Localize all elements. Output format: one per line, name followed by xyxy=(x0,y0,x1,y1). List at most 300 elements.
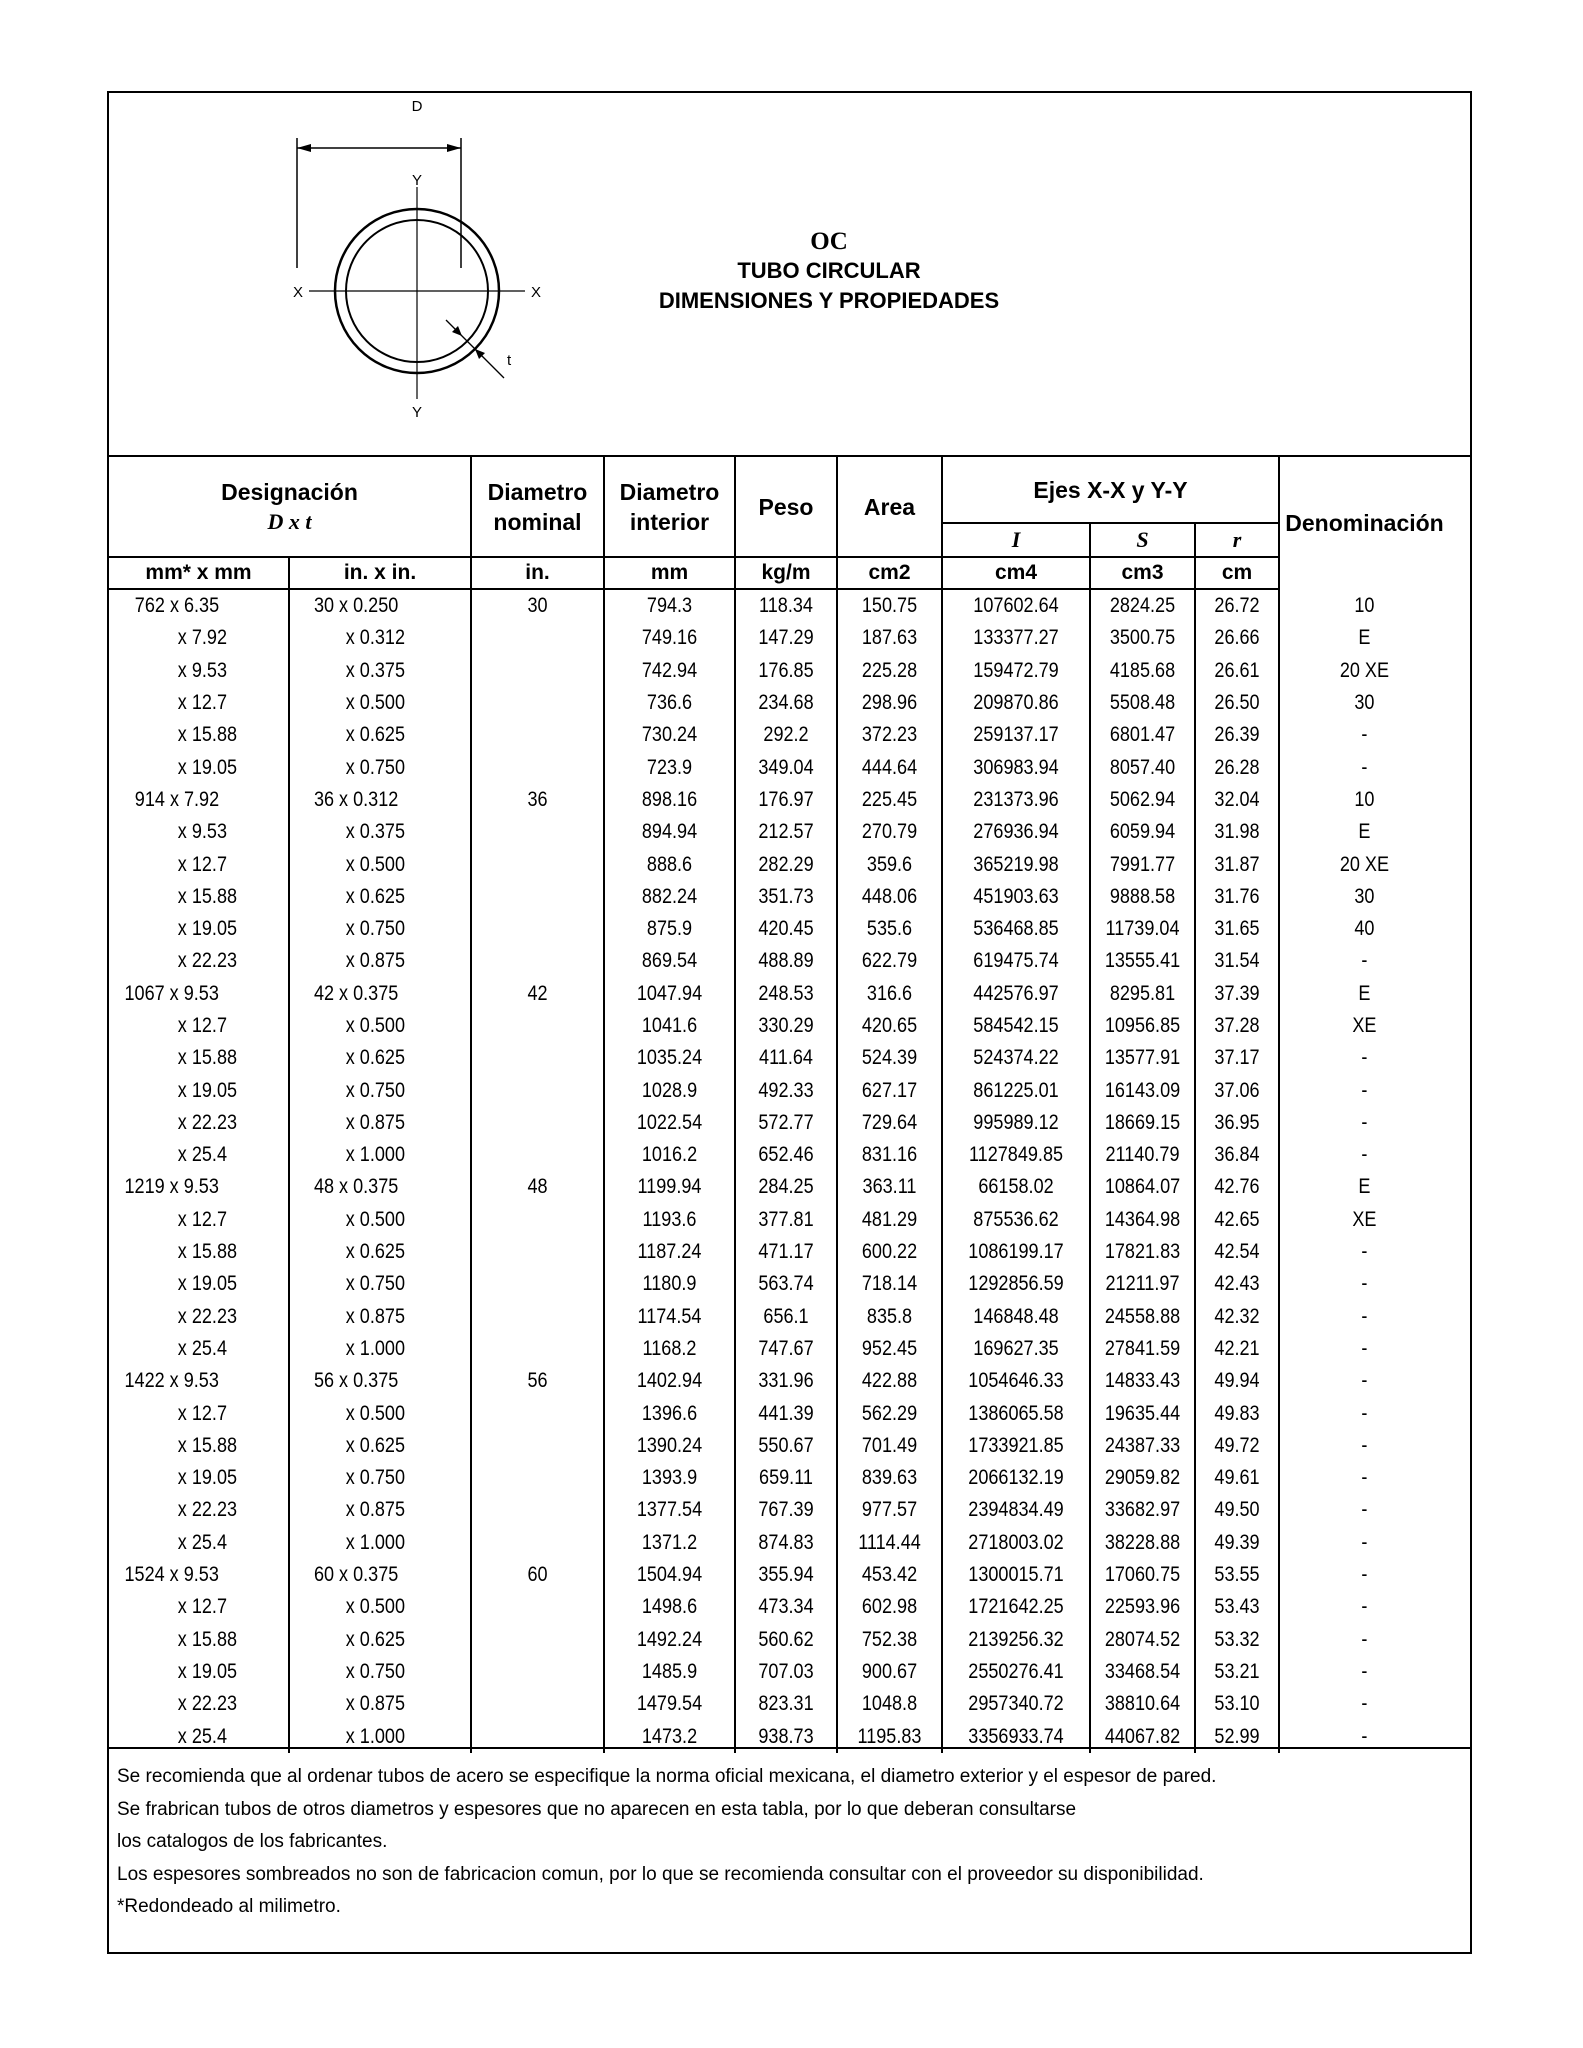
cell-denominacion: 20 XE xyxy=(1291,655,1437,687)
cell-designacion-in: x 0.625 xyxy=(289,1236,446,1268)
cell-modulus-s: 29059.82 xyxy=(1097,1462,1187,1494)
cell-diametro-nominal xyxy=(480,1494,594,1526)
cell-peso: 355.94 xyxy=(742,1559,830,1591)
cell-diametro-interior: 1180.9 xyxy=(613,1268,726,1300)
table-row xyxy=(109,719,1449,751)
cell-radius-r: 42.54 xyxy=(1201,1236,1273,1268)
cell-diametro-interior: 1393.9 xyxy=(613,1462,726,1494)
cell-modulus-s: 27841.59 xyxy=(1097,1333,1187,1365)
cell-moment-i: 524374.22 xyxy=(952,1042,1079,1074)
table-row xyxy=(109,1527,1449,1559)
cell-designacion-in: x 0.875 xyxy=(289,945,446,977)
cell-designacion-in: x 1.000 xyxy=(289,1720,446,1752)
cell-modulus-s: 19635.44 xyxy=(1097,1397,1187,1429)
cell-diametro-nominal xyxy=(480,751,594,783)
table-row xyxy=(109,1462,1449,1494)
cell-modulus-s: 38810.64 xyxy=(1097,1688,1187,1720)
cell-diametro-interior: 1377.54 xyxy=(613,1494,726,1526)
cell-diametro-interior: 742.94 xyxy=(613,655,726,687)
cell-area: 1195.83 xyxy=(844,1720,934,1752)
table-row xyxy=(109,816,1449,848)
table-row xyxy=(109,1333,1449,1365)
table-row xyxy=(109,1204,1449,1236)
table-row xyxy=(109,1268,1449,1300)
cell-designacion-mm: x 15.88 xyxy=(177,1627,238,1651)
cell-denominacion: - xyxy=(1291,1656,1437,1688)
cell-peso: 377.81 xyxy=(742,1204,830,1236)
cell-designacion-in: 60 x 0.375 xyxy=(289,1559,446,1591)
cell-modulus-s: 33682.97 xyxy=(1097,1494,1187,1526)
cell-diametro-interior: 1047.94 xyxy=(613,978,726,1010)
table-row xyxy=(109,1494,1449,1526)
tube-cross-section-diagram xyxy=(169,93,569,453)
cell-designacion-in: x 0.625 xyxy=(289,1430,446,1462)
table-row xyxy=(109,1430,1449,1462)
cell-denominacion: - xyxy=(1291,1624,1437,1656)
cell-peso: 471.17 xyxy=(742,1236,830,1268)
cell-radius-r: 37.39 xyxy=(1201,978,1273,1010)
cell-modulus-s: 14833.43 xyxy=(1097,1365,1187,1397)
cell-denominacion: E xyxy=(1291,1171,1437,1203)
table-row xyxy=(109,1107,1449,1139)
cell-designacion-in: 48 x 0.375 xyxy=(289,1171,446,1203)
cell-designacion-in: x 0.500 xyxy=(289,1204,446,1236)
cell-area: 752.38 xyxy=(844,1624,934,1656)
cell-radius-r: 26.28 xyxy=(1201,751,1273,783)
cell-denominacion: - xyxy=(1291,1720,1437,1752)
cell-moment-i: 861225.01 xyxy=(952,1074,1079,1106)
cell-diametro-interior: 1396.6 xyxy=(613,1397,726,1429)
table-row xyxy=(109,978,1449,1010)
cell-area: 150.75 xyxy=(844,589,934,622)
cell-denominacion: - xyxy=(1291,1042,1437,1074)
cell-diametro-interior: 794.3 xyxy=(613,589,726,622)
cell-diametro-nominal xyxy=(480,945,594,977)
cell-designacion-in: x 0.625 xyxy=(289,881,446,913)
cell-moment-i: 1292856.59 xyxy=(952,1268,1079,1300)
cell-peso: 331.96 xyxy=(742,1365,830,1397)
cell-area: 718.14 xyxy=(844,1268,934,1300)
cell-peso: 707.03 xyxy=(742,1656,830,1688)
cell-peso: 351.73 xyxy=(742,881,830,913)
cell-diametro-interior: 882.24 xyxy=(613,881,726,913)
cell-area: 225.28 xyxy=(844,655,934,687)
cell-radius-r: 31.98 xyxy=(1201,816,1273,848)
cell-designacion-in: x 1.000 xyxy=(289,1527,446,1559)
cell-designacion-mm: x 12.7 xyxy=(177,1014,228,1037)
cell-peso: 767.39 xyxy=(742,1494,830,1526)
header-diametro-nominal-2: nominal xyxy=(493,508,582,535)
cell-radius-r: 26.72 xyxy=(1201,589,1273,622)
cell-diametro-interior: 1504.94 xyxy=(613,1559,726,1591)
cell-peso: 652.46 xyxy=(742,1139,830,1171)
table-body xyxy=(109,589,1449,1753)
cell-moment-i: 2139256.32 xyxy=(952,1624,1079,1656)
cell-moment-i: 259137.17 xyxy=(952,719,1079,751)
cell-moment-i: 451903.63 xyxy=(952,881,1079,913)
cell-denominacion: - xyxy=(1291,1559,1437,1591)
cell-designacion-mm: x 19.05 xyxy=(177,917,238,941)
cell-diametro-interior: 1174.54 xyxy=(613,1301,726,1333)
cell-moment-i: 133377.27 xyxy=(952,622,1079,654)
title-line-2: DIMENSIONES Y PROPIEDADES xyxy=(658,288,1000,313)
cell-diametro-nominal xyxy=(480,622,594,654)
cell-designacion-mm: 1067 x 9.53 xyxy=(124,981,219,1005)
cell-area: 444.64 xyxy=(844,751,934,783)
cell-diametro-interior: 1402.94 xyxy=(613,1365,726,1397)
cell-diametro-nominal xyxy=(480,1624,594,1656)
cell-area: 1048.8 xyxy=(844,1688,934,1720)
title-code: OC xyxy=(810,228,848,255)
header-diametro-nominal-1: Diametro xyxy=(487,478,588,505)
cell-denominacion: 20 XE xyxy=(1291,848,1437,880)
cell-diametro-interior: 1193.6 xyxy=(613,1204,726,1236)
cell-radius-r: 31.54 xyxy=(1201,945,1273,977)
cell-denominacion: 30 xyxy=(1291,687,1437,719)
header-area: Area xyxy=(837,457,942,557)
cell-peso: 118.34 xyxy=(742,589,830,622)
cell-modulus-s: 11739.04 xyxy=(1097,913,1187,945)
cell-peso: 550.67 xyxy=(742,1430,830,1462)
cell-designacion-mm: x 12.7 xyxy=(177,1401,228,1425)
cell-designacion-mm: 762 x 6.35 xyxy=(134,594,220,618)
cell-designacion-mm: x 19.05 xyxy=(177,1272,238,1296)
cell-moment-i: 875536.62 xyxy=(952,1204,1079,1236)
header-dxt: D x t xyxy=(267,508,312,534)
cell-diametro-interior: 1498.6 xyxy=(613,1591,726,1623)
cell-diametro-interior: 1187.24 xyxy=(613,1236,726,1268)
cell-modulus-s: 3500.75 xyxy=(1097,622,1187,654)
cell-diametro-nominal xyxy=(480,1688,594,1720)
cell-diametro-nominal xyxy=(480,913,594,945)
cell-diametro-nominal: 48 xyxy=(480,1171,594,1203)
cell-peso: 330.29 xyxy=(742,1010,830,1042)
cell-diametro-interior: 888.6 xyxy=(613,848,726,880)
cell-designacion-mm: x 19.05 xyxy=(177,1078,238,1102)
cell-designacion-in: x 0.312 xyxy=(289,622,446,654)
cell-moment-i: 619475.74 xyxy=(952,945,1079,977)
cell-area: 225.45 xyxy=(844,784,934,816)
cell-designacion-mm: x 25.4 xyxy=(177,1724,228,1748)
cell-peso: 212.57 xyxy=(742,816,830,848)
cell-diametro-nominal xyxy=(480,1042,594,1074)
cell-diametro-nominal xyxy=(480,687,594,719)
cell-radius-r: 49.50 xyxy=(1201,1494,1273,1526)
cell-area: 729.64 xyxy=(844,1107,934,1139)
table-row xyxy=(109,1042,1449,1074)
cell-moment-i: 2066132.19 xyxy=(952,1462,1079,1494)
cell-moment-i: 995989.12 xyxy=(952,1107,1079,1139)
cell-denominacion: - xyxy=(1291,751,1437,783)
cell-radius-r: 26.50 xyxy=(1201,687,1273,719)
header-diametro-interior-1: Diametro xyxy=(619,478,720,505)
cell-designacion-in: x 0.625 xyxy=(289,1042,446,1074)
cell-peso: 248.53 xyxy=(742,978,830,1010)
cell-diametro-interior: 730.24 xyxy=(613,719,726,751)
cell-designacion-in: x 0.875 xyxy=(289,1494,446,1526)
table-row xyxy=(109,784,1449,816)
cell-diametro-interior: 1371.2 xyxy=(613,1527,726,1559)
cell-diametro-nominal: 56 xyxy=(480,1365,594,1397)
cell-radius-r: 26.39 xyxy=(1201,719,1273,751)
table-row xyxy=(109,1688,1449,1720)
cell-area: 422.88 xyxy=(844,1365,934,1397)
cell-area: 372.23 xyxy=(844,719,934,751)
cell-diametro-nominal: 60 xyxy=(480,1559,594,1591)
cell-designacion-mm: x 25.4 xyxy=(177,1530,228,1554)
cell-designacion-in: x 0.625 xyxy=(289,719,446,751)
cell-diametro-nominal xyxy=(480,1268,594,1300)
note-line: *Redondeado al milimetro. xyxy=(117,1896,341,1917)
cell-peso: 284.25 xyxy=(742,1171,830,1203)
cell-designacion-in: x 0.750 xyxy=(289,1074,446,1106)
cell-peso: 349.04 xyxy=(742,751,830,783)
cell-peso: 292.2 xyxy=(742,719,830,751)
cell-modulus-s: 5062.94 xyxy=(1097,784,1187,816)
header-diametro-interior-2: interior xyxy=(629,508,710,535)
cell-modulus-s: 8295.81 xyxy=(1097,978,1187,1010)
cell-diametro-interior: 1168.2 xyxy=(613,1333,726,1365)
cell-diametro-nominal xyxy=(480,816,594,848)
cell-designacion-mm: x 9.53 xyxy=(177,820,228,844)
table-row xyxy=(109,1591,1449,1623)
cell-denominacion: XE xyxy=(1291,1204,1437,1236)
cell-denominacion: 10 xyxy=(1291,784,1437,816)
cell-radius-r: 42.21 xyxy=(1201,1333,1273,1365)
cell-diametro-nominal xyxy=(480,1107,594,1139)
cell-diametro-interior: 894.94 xyxy=(613,816,726,848)
table-row xyxy=(109,1236,1449,1268)
cell-designacion-mm: x 22.23 xyxy=(177,1692,238,1716)
header-ejes: Ejes X-X y Y-Y xyxy=(942,457,1279,523)
diagram-label-x-left: X xyxy=(292,284,303,301)
cell-radius-r: 32.04 xyxy=(1201,784,1273,816)
cell-designacion-mm: x 22.23 xyxy=(177,1304,238,1328)
cell-peso: 147.29 xyxy=(742,622,830,654)
diagram-label-y-bottom: Y xyxy=(411,404,423,421)
cell-modulus-s: 38228.88 xyxy=(1097,1527,1187,1559)
cell-modulus-s: 6801.47 xyxy=(1097,719,1187,751)
cell-denominacion: E xyxy=(1291,816,1437,848)
cell-moment-i: 1300015.71 xyxy=(952,1559,1079,1591)
cell-designacion-in: x 0.375 xyxy=(289,655,446,687)
cell-radius-r: 36.84 xyxy=(1201,1139,1273,1171)
cell-radius-r: 31.87 xyxy=(1201,848,1273,880)
cell-area: 359.6 xyxy=(844,848,934,880)
cell-modulus-s: 24558.88 xyxy=(1097,1301,1187,1333)
cell-diametro-interior: 1041.6 xyxy=(613,1010,726,1042)
cell-diametro-interior: 1473.2 xyxy=(613,1720,726,1752)
cell-modulus-s: 17060.75 xyxy=(1097,1559,1187,1591)
cell-denominacion: 30 xyxy=(1291,881,1437,913)
cell-designacion-in: x 0.500 xyxy=(289,848,446,880)
cell-radius-r: 37.06 xyxy=(1201,1074,1273,1106)
cell-designacion-mm: x 15.88 xyxy=(177,1433,238,1457)
cell-denominacion: XE xyxy=(1291,1010,1437,1042)
header-s: S xyxy=(1090,523,1195,557)
table-row xyxy=(109,1624,1449,1656)
cell-designacion-mm: x 22.23 xyxy=(177,1110,238,1134)
cell-radius-r: 42.43 xyxy=(1201,1268,1273,1300)
cell-area: 627.17 xyxy=(844,1074,934,1106)
note-line: los catalogos de los fabricantes. xyxy=(117,1831,388,1852)
cell-diametro-nominal xyxy=(480,848,594,880)
cell-designacion-mm: x 15.88 xyxy=(177,1046,238,1070)
cell-designacion-mm: x 12.7 xyxy=(177,1595,228,1619)
cell-designacion-mm: x 12.7 xyxy=(177,691,228,715)
cell-designacion-mm: 1524 x 9.53 xyxy=(124,1563,219,1587)
cell-moment-i: 1054646.33 xyxy=(952,1365,1079,1397)
cell-modulus-s: 10956.85 xyxy=(1097,1010,1187,1042)
cell-designacion-in: x 0.500 xyxy=(289,687,446,719)
table-row xyxy=(109,1559,1449,1591)
cell-denominacion: - xyxy=(1291,1430,1437,1462)
cell-area: 839.63 xyxy=(844,1462,934,1494)
header-denominacion: Denominación xyxy=(1279,457,1449,589)
header-i: I xyxy=(942,523,1090,557)
cell-denominacion: - xyxy=(1291,1365,1437,1397)
cell-moment-i: 2550276.41 xyxy=(952,1656,1079,1688)
cell-peso: 176.85 xyxy=(742,655,830,687)
cell-area: 952.45 xyxy=(844,1333,934,1365)
cell-modulus-s: 2824.25 xyxy=(1097,589,1187,622)
cell-moment-i: 584542.15 xyxy=(952,1010,1079,1042)
cell-radius-r: 49.39 xyxy=(1201,1527,1273,1559)
cell-area: 524.39 xyxy=(844,1042,934,1074)
cell-designacion-mm: x 19.05 xyxy=(177,755,238,779)
unit-in: in. x in. xyxy=(289,557,471,589)
cell-radius-r: 53.55 xyxy=(1201,1559,1273,1591)
cell-radius-r: 53.32 xyxy=(1201,1624,1273,1656)
cell-modulus-s: 14364.98 xyxy=(1097,1204,1187,1236)
cell-diametro-interior: 1028.9 xyxy=(613,1074,726,1106)
cell-designacion-mm: x 25.4 xyxy=(177,1336,228,1360)
title-line-1: TUBO CIRCULAR xyxy=(737,258,921,283)
cell-modulus-s: 13555.41 xyxy=(1097,945,1187,977)
table-row xyxy=(109,848,1449,880)
cell-diametro-nominal xyxy=(480,719,594,751)
cell-moment-i: 231373.96 xyxy=(952,784,1079,816)
cell-diametro-interior: 1390.24 xyxy=(613,1430,726,1462)
cell-designacion-mm: x 25.4 xyxy=(177,1143,228,1167)
cell-area: 900.67 xyxy=(844,1656,934,1688)
cell-designacion-in: x 0.875 xyxy=(289,1301,446,1333)
table-row xyxy=(109,751,1449,783)
cell-designacion-mm: 914 x 7.92 xyxy=(134,787,220,811)
cell-moment-i: 146848.48 xyxy=(952,1301,1079,1333)
table-row xyxy=(109,655,1449,687)
cell-diametro-nominal: 30 xyxy=(480,589,594,622)
cell-modulus-s: 24387.33 xyxy=(1097,1430,1187,1462)
table-row xyxy=(109,1397,1449,1429)
title-block xyxy=(629,228,1029,316)
cell-diametro-nominal xyxy=(480,1527,594,1559)
cell-moment-i: 1721642.25 xyxy=(952,1591,1079,1623)
cell-designacion-in: x 0.375 xyxy=(289,816,446,848)
table-row xyxy=(109,1301,1449,1333)
cell-moment-i: 365219.98 xyxy=(952,848,1079,880)
cell-peso: 874.83 xyxy=(742,1527,830,1559)
cell-diametro-nominal xyxy=(480,881,594,913)
cell-designacion-in: x 0.500 xyxy=(289,1591,446,1623)
table-row xyxy=(109,1074,1449,1106)
cell-moment-i: 209870.86 xyxy=(952,687,1079,719)
cell-designacion-in: x 0.750 xyxy=(289,913,446,945)
cell-modulus-s: 44067.82 xyxy=(1097,1720,1187,1752)
cell-denominacion: - xyxy=(1291,1139,1437,1171)
cell-modulus-s: 21140.79 xyxy=(1097,1139,1187,1171)
cell-designacion-mm: 1422 x 9.53 xyxy=(124,1369,219,1393)
cell-radius-r: 37.17 xyxy=(1201,1042,1273,1074)
document-sheet xyxy=(107,91,1472,1954)
cell-diametro-interior: 1479.54 xyxy=(613,1688,726,1720)
table-row xyxy=(109,1171,1449,1203)
cell-area: 562.29 xyxy=(844,1397,934,1429)
cell-area: 316.6 xyxy=(844,978,934,1010)
cell-modulus-s: 10864.07 xyxy=(1097,1171,1187,1203)
cell-denominacion: E xyxy=(1291,622,1437,654)
cell-area: 977.57 xyxy=(844,1494,934,1526)
cell-designacion-mm: x 15.88 xyxy=(177,723,238,747)
cell-area: 420.65 xyxy=(844,1010,934,1042)
cell-moment-i: 2718003.02 xyxy=(952,1527,1079,1559)
table-row xyxy=(109,1139,1449,1171)
cell-designacion-in: x 0.500 xyxy=(289,1010,446,1042)
cell-diametro-interior: 875.9 xyxy=(613,913,726,945)
cell-denominacion: - xyxy=(1291,1527,1437,1559)
cell-designacion-mm: 1219 x 9.53 xyxy=(124,1175,219,1199)
header-diametro-interior xyxy=(604,457,735,557)
cell-peso: 659.11 xyxy=(742,1462,830,1494)
cell-designacion-in: x 0.625 xyxy=(289,1624,446,1656)
cell-modulus-s: 6059.94 xyxy=(1097,816,1187,848)
notes-section xyxy=(109,1747,1470,1924)
cell-modulus-s: 13577.91 xyxy=(1097,1042,1187,1074)
cell-area: 602.98 xyxy=(844,1591,934,1623)
cell-peso: 492.33 xyxy=(742,1074,830,1106)
cell-area: 535.6 xyxy=(844,913,934,945)
cell-diametro-nominal xyxy=(480,1236,594,1268)
cell-moment-i: 107602.64 xyxy=(952,589,1079,622)
cell-denominacion: - xyxy=(1291,1301,1437,1333)
cell-moment-i: 1386065.58 xyxy=(952,1397,1079,1429)
cell-denominacion: - xyxy=(1291,1397,1437,1429)
cell-designacion-in: x 1.000 xyxy=(289,1333,446,1365)
cell-denominacion: - xyxy=(1291,1074,1437,1106)
cell-peso: 560.62 xyxy=(742,1624,830,1656)
cell-diametro-nominal xyxy=(480,655,594,687)
cell-diametro-interior: 1035.24 xyxy=(613,1042,726,1074)
cell-denominacion: - xyxy=(1291,945,1437,977)
cell-peso: 656.1 xyxy=(742,1301,830,1333)
cell-diametro-interior: 1485.9 xyxy=(613,1656,726,1688)
cell-moment-i: 276936.94 xyxy=(952,816,1079,848)
cell-peso: 563.74 xyxy=(742,1268,830,1300)
cell-radius-r: 49.61 xyxy=(1201,1462,1273,1494)
cell-denominacion: - xyxy=(1291,1107,1437,1139)
cell-modulus-s: 28074.52 xyxy=(1097,1624,1187,1656)
table-row xyxy=(109,1365,1449,1397)
cell-moment-i: 306983.94 xyxy=(952,751,1079,783)
cell-modulus-s: 5508.48 xyxy=(1097,687,1187,719)
unit-r: cm xyxy=(1195,557,1279,589)
cell-designacion-mm: x 22.23 xyxy=(177,1498,238,1522)
cell-area: 831.16 xyxy=(844,1139,934,1171)
cell-diametro-interior: 723.9 xyxy=(613,751,726,783)
cell-radius-r: 42.32 xyxy=(1201,1301,1273,1333)
cell-designacion-in: 30 x 0.250 xyxy=(289,589,446,622)
diagram-label-t: t xyxy=(507,352,512,369)
